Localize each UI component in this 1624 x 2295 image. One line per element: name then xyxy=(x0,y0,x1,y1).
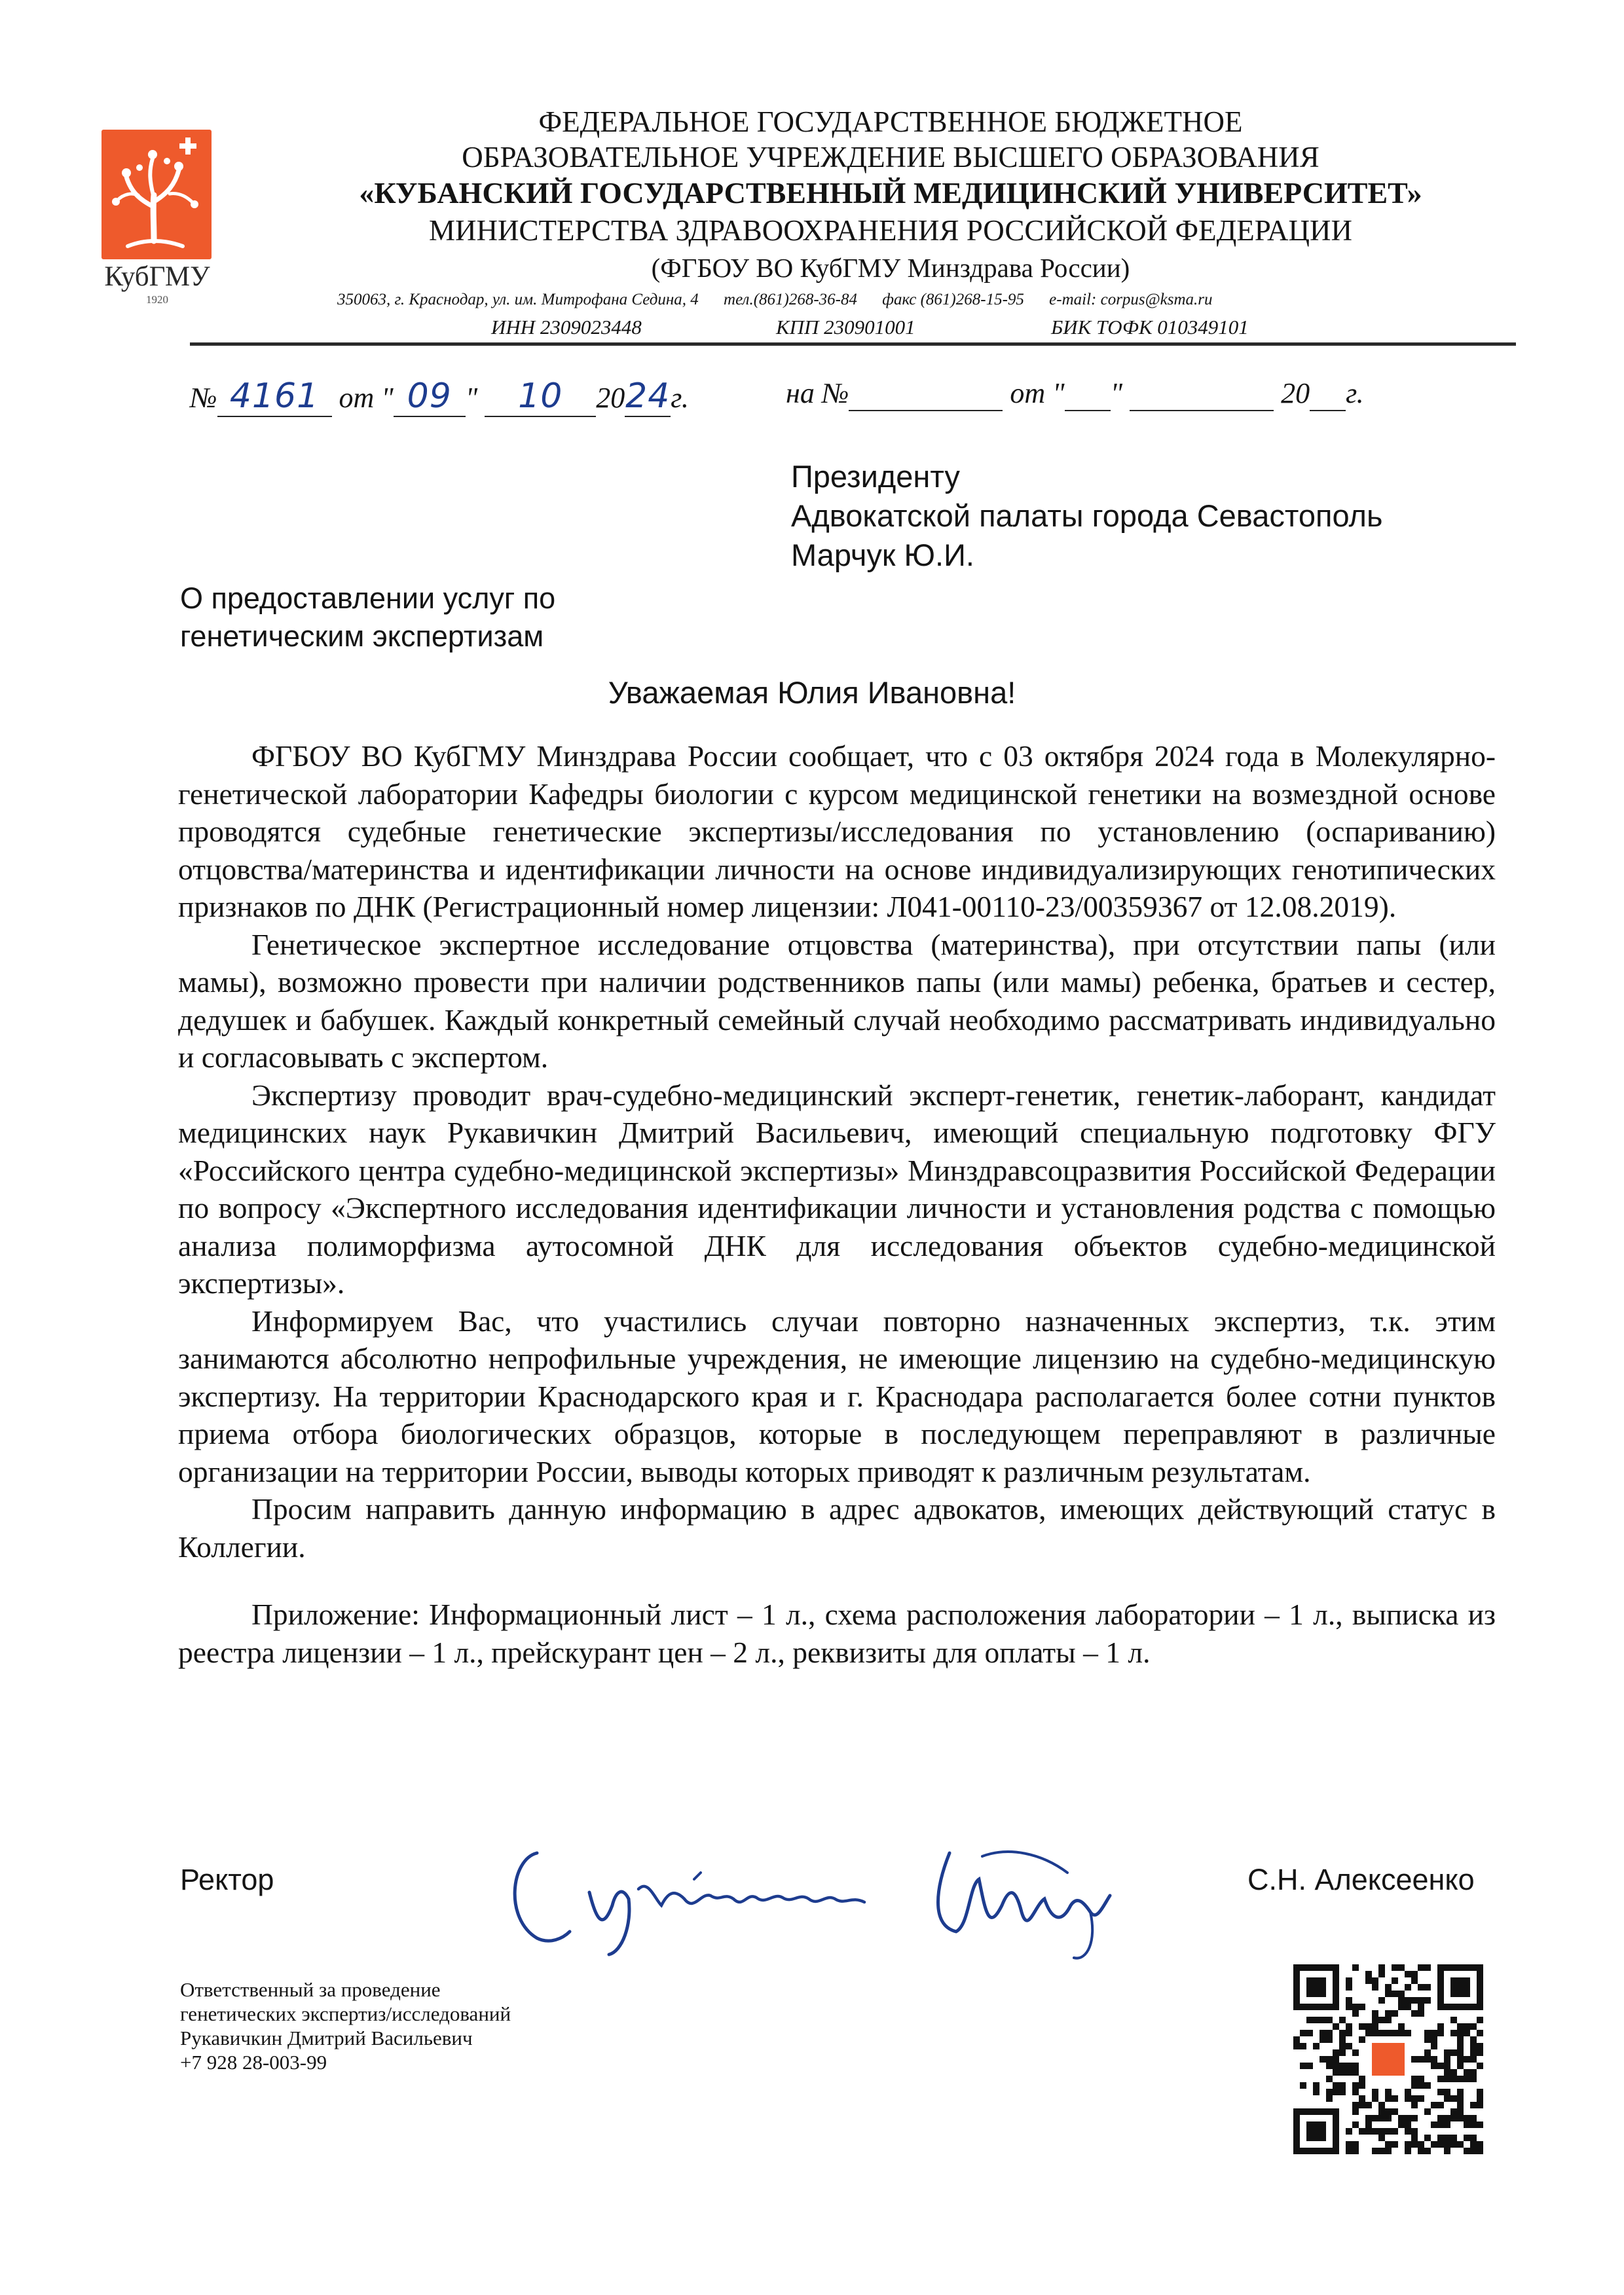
reply-number-field xyxy=(849,376,1003,411)
outgoing-reference: № 4161 от " 09 " 10 2024г. xyxy=(190,376,689,416)
responsible-person xyxy=(180,1977,511,2074)
year-suffix: г. xyxy=(671,382,689,414)
university-logo xyxy=(101,130,212,259)
reply-number-label: на № xyxy=(786,377,849,409)
outgoing-number-field xyxy=(217,376,332,417)
kpp: КПП 230901001 xyxy=(776,316,915,339)
signatory-position: Ректор xyxy=(180,1863,274,1896)
inn: ИНН 2309023448 xyxy=(491,316,642,339)
responsible-phone: +7 928 28-003-99 xyxy=(180,2051,327,2074)
reply-month-field xyxy=(1130,376,1274,411)
contacts-line xyxy=(337,291,1234,309)
month-field xyxy=(485,376,596,417)
reply-reference: на № от " " 20 г. xyxy=(786,376,1364,411)
logo-name: КубГМУ xyxy=(104,261,210,292)
reply-year-field xyxy=(1310,376,1346,411)
logo-year: 1920 xyxy=(146,293,168,306)
body-paragraph-2: Генетическое экспертное исследование отцовства (материнства), при отсутствии папы (или мамы), возможно провести при наличии родственников папы (или мамы) ребенка, братьев и сестер, дедушек и бабушек. Каждый конкретный семейный случай необходимо рассматривать индивидуально и согласовывать с экспертом. xyxy=(178,927,1496,1074)
responsible-line-1: Ответственный за проведение xyxy=(180,1978,441,2001)
subject-line-2: генетическим экспертизам xyxy=(180,619,544,653)
header-line-2: ОБРАЗОВАТЕЛЬНОЕ УЧРЕЖДЕНИЕ ВЫСШЕГО ОБРАЗОВАНИЯ xyxy=(462,141,1320,174)
outgoing-number: 4161 xyxy=(229,376,320,416)
email: e-mail: corpus@ksma.ru xyxy=(1049,291,1213,308)
handwritten-signature xyxy=(498,1827,1179,1964)
address: 350063, г. Краснодар, ул. им. Митрофана Седина, 4 xyxy=(337,291,699,308)
reply-date-label: от " xyxy=(1010,377,1065,409)
letter-body xyxy=(178,737,1496,1671)
attachments: Приложение: Информационный лист – 1 л., схема расположения лаборатории – 1 л., выписка из реестра лицензии – 1 л., прейскурант цен – 2 л., реквизиты для оплаты – 1 л. xyxy=(178,1598,1496,1669)
year-prefix: 20 xyxy=(596,382,625,414)
reply-year-prefix: 20 xyxy=(1281,377,1310,409)
salutation: Уважаемая Юлия Ивановна! xyxy=(608,675,1016,710)
university-title: «КУБАНСКИЙ ГОСУДАРСТВЕННЫЙ МЕДИЦИНСКИЙ УНИВЕРСИТЕТ» xyxy=(359,176,1422,210)
body-paragraph-4: Информируем Вас, что участились случаи повторно назначенных экспертиз, т.к. этим занимаются абсолютно непрофильные учреждения, не имеющие лицензию на судебно-медицинскую экспертизу. На территории Краснодарского края и г. Краснодара располагается более сотни пунктов приема отбора биологических образцов, которые в последующем переправляют в различные организации на территории России, выводы которых приводят к различным результатам. xyxy=(178,1304,1496,1488)
body-paragraph-3: Экспертизу проводит врач-судебно-медицинский эксперт-генетик, генетик-лаборант, кандидат медицинских наук Рукавичкин Дмитрий Васильевич, имеющий специальную подготовку ФГУ «Российского центра судебно-медицинской экспертизы» Минздравсоцразвития Российской Федерации по вопросу «Экспертного исследования идентификации личности и установления родства с помощью анализа полиморфизма аутосомной ДНК для исследования объектов судебно-медицинской экспертизы». xyxy=(178,1078,1496,1300)
phone: тел.(861)268-36-84 xyxy=(724,291,858,308)
reply-day-field xyxy=(1065,376,1111,411)
signatory-name: С.Н. Алексеенко xyxy=(1247,1863,1475,1896)
header-line-4: МИНИСТЕРСТВА ЗДРАВООХРАНЕНИЯ РОССИЙСКОЙ ФЕДЕРАЦИИ xyxy=(428,214,1353,247)
body-paragraph-5: Просим направить данную информацию в адрес адвокатов, имеющих действующий статус в Коллегии. xyxy=(178,1492,1496,1564)
year-field xyxy=(625,376,671,417)
responsible-line-2: генетических экспертиз/исследований xyxy=(180,2002,511,2025)
header-divider xyxy=(190,342,1516,346)
year-value: 24 xyxy=(625,376,671,416)
day-value: 09 xyxy=(407,376,452,416)
body-paragraph-1: ФГБОУ ВО КубГМУ Минздрава России сообщает, что с 03 октября 2024 года в Молекулярно-генетической лаборатории Кафедры биологии с курсом медицинской генетики на возмездной основе проводятся судебные генетические экспертизы/исследования по установлению (оспариванию) отцовства/материнства и идентификации личности на основе индивидуализирующих генотипических признаков по ДНК (Регистрационный номер лицензии: Л041-00110-23/00359367 от 12.08.2019). xyxy=(178,739,1496,923)
tree-cross-icon xyxy=(101,130,212,259)
day-field xyxy=(394,376,466,417)
addressee-name: Марчук Ю.И. xyxy=(791,538,974,572)
qr-code-icon xyxy=(1293,1964,1483,2154)
header-line-1: ФЕДЕРАЛЬНОЕ ГОСУДАРСТВЕННОЕ БЮДЖЕТНОЕ xyxy=(538,105,1243,138)
header-short-name: (ФГБОУ ВО КубГМУ Минздрава России) xyxy=(651,253,1130,283)
qr-code xyxy=(1293,1964,1483,2154)
fax: факс (861)268-15-95 xyxy=(882,291,1024,308)
month-value: 10 xyxy=(518,376,563,416)
subject-line-1: О предоставлении услуг по xyxy=(180,581,556,615)
bik: БИК ТОФК 010349101 xyxy=(1051,316,1249,339)
addressee-organization: Адвокатской палаты города Севастополь xyxy=(791,498,1383,533)
addressee-title: Президенту xyxy=(791,459,960,494)
responsible-name: Рукавичкин Дмитрий Васильевич xyxy=(180,2027,473,2049)
reply-year-suffix: г. xyxy=(1346,377,1364,409)
number-label: № xyxy=(190,382,217,414)
date-label: от " xyxy=(339,382,394,414)
